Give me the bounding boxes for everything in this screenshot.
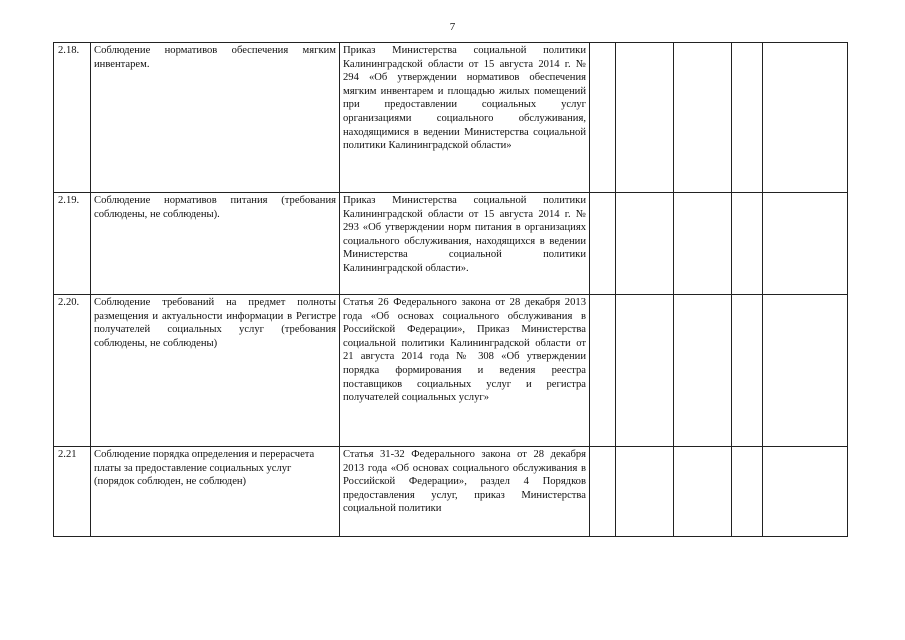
- table-row: [54, 447, 848, 537]
- empty-cell: [763, 447, 848, 537]
- row-number: 2.18.: [54, 43, 91, 193]
- empty-cell: [674, 193, 732, 295]
- empty-cell: [674, 295, 732, 447]
- legal-basis-cell: Статья 31-32 Федерального закона от 28 декабря 2013 года «Об основах социального обслуживания в Российской Федерации», раздел 4 Порядков предоставления услуг, приказ Министерства социальной политики: [340, 447, 590, 537]
- page-number: 7: [449, 21, 456, 33]
- empty-cell: [763, 193, 848, 295]
- legal-basis-cell: Приказ Министерства социальной политики Калининградской области от 15 августа 2014 г. № 294 «Об утверждении нормативов обеспечения мягким инвентарем и площадью жилых помещений при предоставлении социальных услуг организациями социального обслуживания, находящимися в ведении Министерства социальной политики Калининградской области»: [340, 43, 590, 193]
- empty-cell: [616, 447, 674, 537]
- empty-cell: [763, 43, 848, 193]
- empty-cell: [590, 447, 616, 537]
- table-row: [54, 295, 848, 447]
- empty-cell: [590, 295, 616, 447]
- empty-cell: [732, 43, 763, 193]
- empty-cell: [674, 43, 732, 193]
- empty-cell: [590, 43, 616, 193]
- requirement-cell: [91, 447, 340, 537]
- empty-cell: [732, 295, 763, 447]
- row-number: 2.21: [54, 447, 91, 537]
- empty-cell: [763, 295, 848, 447]
- requirement-cell: Соблюдение нормативов обеспечения мягким инвентарем.: [91, 43, 340, 193]
- requirement-note: (порядок соблюден, не соблюден): [94, 476, 247, 488]
- empty-cell: [732, 447, 763, 537]
- row-number: 2.20.: [54, 295, 91, 447]
- empty-cell: [616, 295, 674, 447]
- row-number: 2.19.: [54, 193, 91, 295]
- legal-basis-cell: Статья 26 Федерального закона от 28 декабря 2013 года «Об основах социального обслуживания в Российской Федерации», Приказ Министерства социальной политики Калининградской области от 21 августа 2014 года № 308 «Об утверждении порядка формирования и ведения реестра поставщиков социальных услуг и регистра получателей социальных услуг»: [340, 295, 590, 447]
- table-row: [54, 43, 848, 193]
- empty-cell: [590, 193, 616, 295]
- table-row: [54, 193, 848, 295]
- empty-cell: [616, 193, 674, 295]
- empty-cell: [616, 43, 674, 193]
- inspection-table: [53, 42, 848, 537]
- requirement-text: Соблюдение порядка определения и перерасчета платы за предоставление социальных услуг: [94, 449, 315, 474]
- requirement-cell: Соблюдение нормативов питания (требования соблюдены, не соблюдены).: [91, 193, 340, 295]
- requirement-cell: Соблюдение требований на предмет полноты размещения и актуальности информации в Регистре получателей социальных услуг (требования соблюдены, не соблюдены): [91, 295, 340, 447]
- empty-cell: [732, 193, 763, 295]
- empty-cell: [674, 447, 732, 537]
- legal-basis-cell: Приказ Министерства социальной политики Калининградской области от 15 августа 2014 г. № 293 «Об утверждении норм питания в организациях социального обслуживания, находящихся в ведении Министерства социальной политики Калининградской области».: [340, 193, 590, 295]
